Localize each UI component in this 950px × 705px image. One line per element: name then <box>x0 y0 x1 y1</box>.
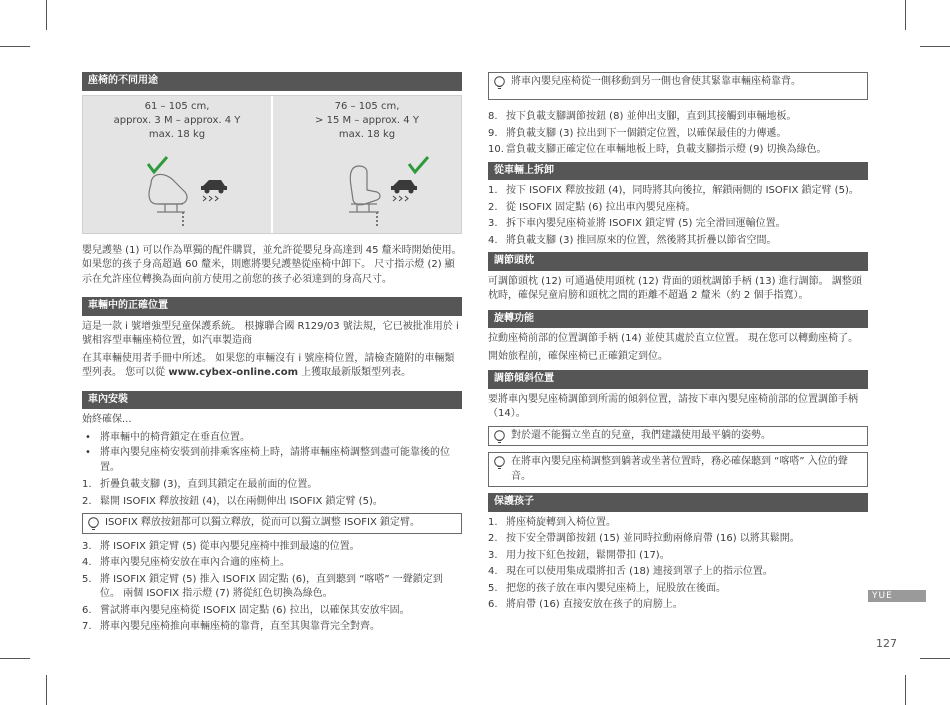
info-bulb-icon <box>87 517 100 531</box>
step-number: 5. <box>82 573 92 585</box>
section-header-headrest: 調節頭枕 <box>488 252 868 271</box>
install-intro: 始終確保... <box>82 414 132 425</box>
crop-mark <box>0 46 30 47</box>
step-number: 2. <box>488 533 498 544</box>
step-text: 嘗試將車內嬰兒座椅從 ISOFIX 固定點 (6) 拉出，以確保其安放牢固。 <box>100 604 410 616</box>
list-item <box>82 620 462 635</box>
list-item <box>488 143 868 158</box>
list-item <box>488 127 868 142</box>
remove-steps <box>488 184 868 248</box>
list-item <box>488 184 868 199</box>
list-item <box>488 549 868 564</box>
step-text: 鬆開 ISOFIX 釋放按鈕 (4)，以在兩側伸出 ISOFIX 鎖定臂 (5)。 <box>100 495 383 507</box>
crop-mark <box>905 675 906 705</box>
install-steps-b <box>82 540 462 635</box>
position-paragraph-1: 這是一款 i 號增強型兒童保護系統。 根據聯合國 R129/03 號法規，它已被批准用於 i 號相容型車輛座椅位置，如汽車製造商 <box>82 320 459 346</box>
list-item <box>82 540 462 555</box>
step-number: 8. <box>488 111 498 122</box>
step-text: 折疊負載支腳 (3)，直到其鎖定在最前面的位置。 <box>100 479 318 490</box>
list-item <box>488 582 868 597</box>
position-paragraph-2 <box>82 352 462 381</box>
step-text: 將車內嬰兒座椅安放在車內合適的座椅上。 <box>100 557 290 568</box>
list-item: • 將車內嬰兒座椅安裝到前排乘客座椅上時，請將車輛座椅調整到盡可能靠後的位置。 <box>82 446 462 475</box>
step-text: 將車內嬰兒座椅推向車輛座椅的靠背，直至其與靠背完全對齊。 <box>100 621 380 632</box>
step-text: 將 ISOFIX 鎖定臂 (5) 推入 ISOFIX 固定點 (6)，直到聽到 “喀嗒” 一聲鎖定到位。 兩個 ISOFIX 指示燈 (7) 將從紅色切換為綠色。 <box>100 573 443 599</box>
step-number: 4. <box>488 566 498 577</box>
top-note <box>488 72 868 100</box>
recline-note-2 <box>488 452 868 487</box>
list-item <box>488 516 868 531</box>
usage-cell-line: max. 18 kg <box>148 128 206 140</box>
recline-note-1 <box>488 426 868 447</box>
section-header-position: 車輛中的正確位置 <box>82 297 462 316</box>
forward-facing-seat-icon <box>333 152 443 232</box>
step-text: 現在可以使用集成環將扣舌 (18) 連接到罩子上的指示位置。 <box>506 566 773 577</box>
section-header-recline: 調節傾斜位置 <box>488 370 868 389</box>
section-header-rotate: 旋轉功能 <box>488 310 868 329</box>
install-note <box>82 513 462 534</box>
list-item <box>488 110 868 125</box>
usage-cell-line: approx. 3 M – approx. 4 Y <box>113 114 241 126</box>
section-header-secure: 保護孩子 <box>488 493 868 512</box>
list-item <box>488 201 868 216</box>
usage-cell-line: > 15 M – approx. 4 Y <box>315 114 419 126</box>
crop-mark <box>920 46 950 47</box>
usage-cell-rear <box>83 96 271 233</box>
step-number: 1. <box>82 479 92 490</box>
note-text: 將車內嬰兒座椅從一側移動到另一側也會使其緊靠車輛座椅靠背。 <box>511 76 801 87</box>
usage-table <box>82 95 462 234</box>
step-text: 按下 ISOFIX 釋放按鈕 (4)，同時將其向後拉，解鎖兩側的 ISOFIX 鎖定臂 (5)。 <box>506 185 859 196</box>
info-bulb-icon <box>493 456 506 470</box>
crop-mark <box>920 658 950 659</box>
step-number: 3. <box>488 218 498 229</box>
step-number: 2. <box>488 201 498 213</box>
list-item <box>488 532 868 547</box>
headrest-paragraph: 可調節頭枕 (12) 可通過使用頭枕 (12) 背面的頭枕調節手柄 (13) 進行調節。 調整頭枕時，確保兒童肩膀和頭枕之間的距離不超過 2 釐米（約 2 個手指寬）。 <box>488 275 862 301</box>
install-bullet-list <box>82 431 462 476</box>
list-item <box>82 478 462 493</box>
list-item <box>82 573 462 602</box>
list-item: • 將車輛中的椅背鎖定在垂直位置。 <box>82 431 462 446</box>
secure-steps <box>488 516 868 613</box>
section-header-install: 車內安裝 <box>82 391 462 410</box>
info-bulb-icon <box>493 76 506 90</box>
step-number: 4. <box>82 557 92 568</box>
recline-paragraph: 要將車內嬰兒座椅調節到所需的傾斜位置，請按下車內嬰兒座椅前部的位置調節手柄（14）。 <box>488 393 858 419</box>
rear-facing-seat-icon <box>143 152 253 232</box>
step-text: 將座椅旋轉到入椅位置。 <box>506 516 616 528</box>
step-number: 1. <box>488 516 498 528</box>
list-item <box>488 234 868 249</box>
step-text: 按下負載支腳調節按鈕 (8) 並伸出支腳，直到其接觸到車輛地板。 <box>506 111 797 122</box>
usage-paragraph: 嬰兒護墊 (1) 可以作為單獨的配件購買，並允許從嬰兒身高達到 45 釐米時開始使用。 如果您的孩子身高超過 60 釐米，則應將嬰兒護墊從座椅中卸下。 尺寸指示燈 (2) 顯示在允許座位轉換為面向前方使用之前您的孩子必須達到的身高尺寸。 <box>82 244 462 285</box>
list-item <box>488 598 868 613</box>
page-number: 127 <box>876 637 897 650</box>
crop-mark <box>46 675 47 705</box>
section-header-usage: 座椅的不同用途 <box>82 72 462 91</box>
step-number: 1. <box>488 185 498 196</box>
info-bulb-icon <box>493 430 506 444</box>
usage-cell-forward <box>271 96 461 233</box>
step-text: 從 ISOFIX 固定點 (6) 拉出車內嬰兒座椅。 <box>506 201 696 213</box>
list-item <box>82 556 462 571</box>
step-number: 3. <box>488 549 498 561</box>
crop-mark <box>0 658 30 659</box>
step-text: 按下安全帶調節按鈕 (15) 並同時拉動兩條肩帶 (16) 以將其鬆開。 <box>506 533 800 544</box>
step-number: 9. <box>488 127 498 139</box>
step-text: 將 ISOFIX 鎖定臂 (5) 從車內嬰兒座椅中推到最遠的位置。 <box>100 540 360 552</box>
note-text: 對於還不能獨立坐直的兒童，我們建議使用最平躺的姿勢。 <box>511 429 771 441</box>
left-column <box>82 72 462 639</box>
right-column <box>488 72 868 617</box>
crop-mark <box>905 0 906 30</box>
step-text: 將負載支腳 (3) 拉出到下一個鎖定位置，以確保最佳的力傳遞。 <box>506 127 787 139</box>
list-item <box>488 565 868 580</box>
rotate-paragraph-1: 拉動座椅前部的位置調節手柄 (14) 並使其處於直立位置。 現在您可以轉動座椅了。 <box>488 333 859 344</box>
check-icon <box>409 157 428 172</box>
step-number: 6. <box>82 604 92 616</box>
crop-mark <box>46 0 47 30</box>
step-text: 用力按下紅色按鈕，鬆開帶扣 (17)。 <box>506 549 670 561</box>
step-text: 將負載支腳 (3) 推回原來的位置，然後將其折疊以節省空間。 <box>506 234 777 246</box>
position-text: 上獲取最新版類型列表。 <box>297 367 412 378</box>
step-text: 拆下車內嬰兒座椅並將 ISOFIX 鎖定臂 (5) 完全滑回運輸位置。 <box>506 218 786 229</box>
install-steps-cont <box>488 110 868 158</box>
note-text: 在將車內嬰兒座椅調整到躺著或坐著位置時，務必確保聽到 “喀嗒” 入位的聲音。 <box>511 456 848 482</box>
check-icon <box>148 157 167 172</box>
usage-cell-line: 61 – 105 cm, <box>144 100 210 112</box>
list-item <box>82 604 462 619</box>
list-item <box>82 495 462 510</box>
usage-cell-line: 76 – 105 cm, <box>334 100 400 112</box>
rotate-paragraph-2: 開始旅程前，確保座椅已正確鎖定到位。 <box>488 350 668 362</box>
step-text: 當負載支腳正確定位在車輛地板上時，負載支腳指示燈 (9) 切換為綠色。 <box>506 144 827 155</box>
usage-cell-line: max. 18 kg <box>338 128 396 140</box>
language-tab: YUE <box>868 590 926 602</box>
list-item <box>488 217 868 232</box>
step-text: 把您的孩子放在車內嬰兒座椅上，屁股放在後面。 <box>506 582 726 594</box>
step-number: 10. <box>488 144 504 155</box>
step-text: 將肩帶 (16) 直接安放在孩子的肩膀上。 <box>506 599 683 610</box>
website-link[interactable]: www.cybex-online.com <box>168 367 298 378</box>
step-number: 4. <box>488 234 498 246</box>
install-steps-a <box>82 478 462 509</box>
step-number: 7. <box>82 621 92 632</box>
step-number: 3. <box>82 540 92 552</box>
step-number: 2. <box>82 495 92 507</box>
section-header-remove: 從車輛上拆卸 <box>488 162 868 181</box>
note-text: ISOFIX 釋放按鈕都可以獨立釋放，從而可以獨立調整 ISOFIX 鎖定臂。 <box>105 517 420 528</box>
position-text: 在其車輛使用者手冊中所述。 如果您的車輛沒有 i 號座椅位置，請檢查隨附的車輛類型列表。 您可以從 <box>82 352 455 378</box>
step-number: 6. <box>488 599 498 610</box>
step-number: 5. <box>488 582 498 594</box>
